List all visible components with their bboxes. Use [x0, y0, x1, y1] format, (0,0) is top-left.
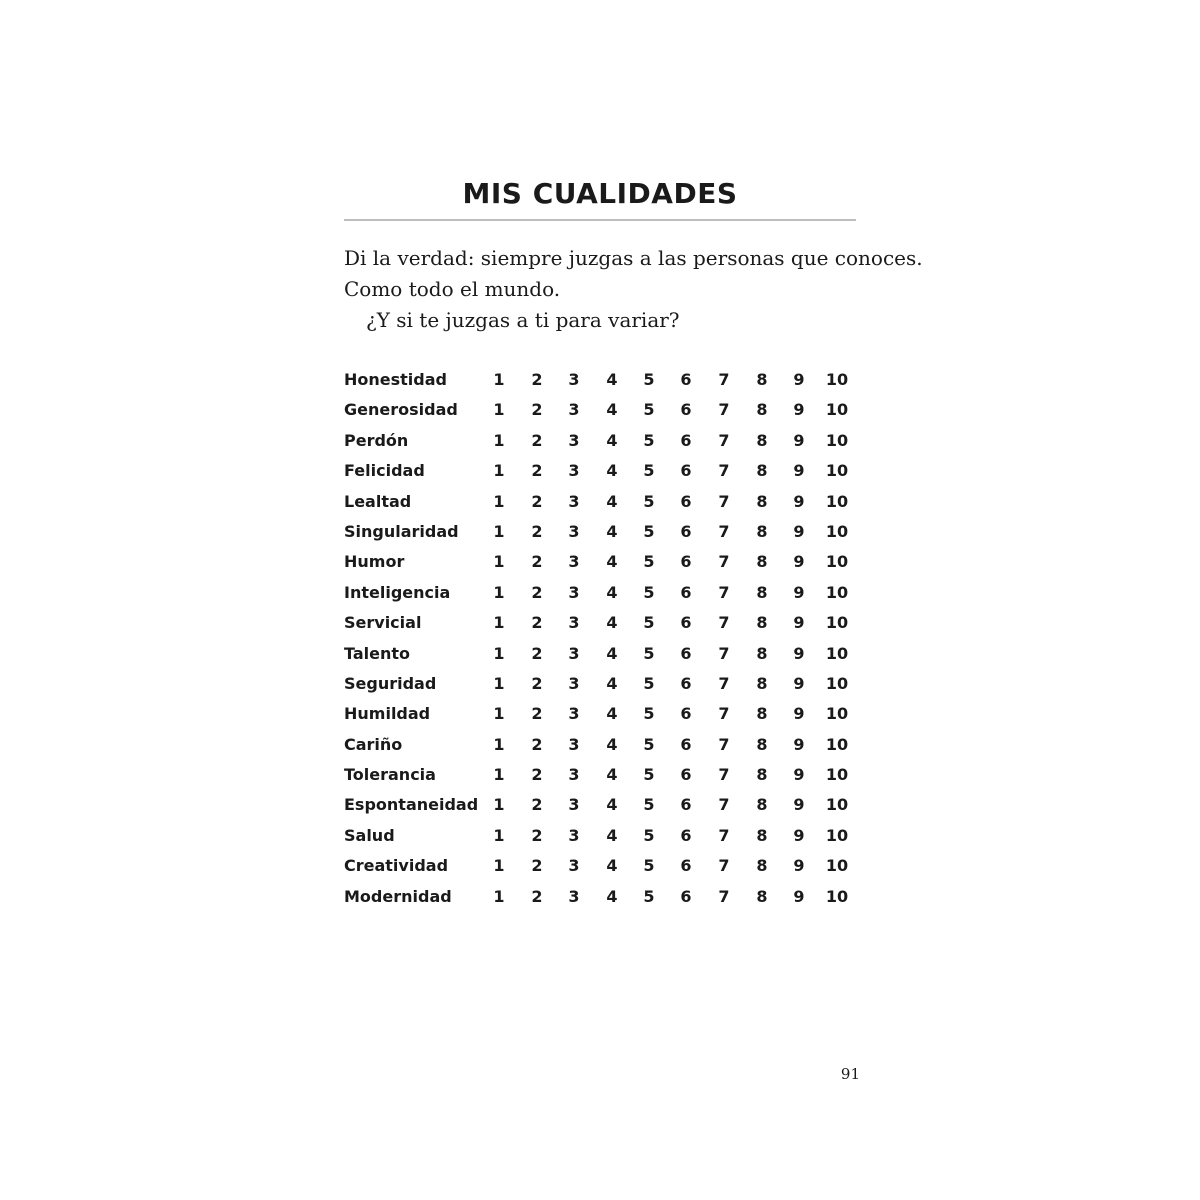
rating-option-4[interactable]: 4 — [606, 734, 618, 754]
rating-option-10[interactable]: 10 — [825, 400, 849, 420]
rating-option-2[interactable]: 2 — [531, 613, 543, 633]
rating-option-5[interactable]: 5 — [643, 856, 655, 876]
rating-option-2[interactable]: 2 — [531, 461, 543, 481]
rating-option-2[interactable]: 2 — [531, 430, 543, 450]
rating-option-6[interactable]: 6 — [680, 430, 692, 450]
rating-option-1[interactable]: 1 — [493, 461, 505, 481]
rating-option-6[interactable]: 6 — [680, 734, 692, 754]
rating-option-7[interactable]: 7 — [718, 795, 730, 815]
rating-option-3[interactable]: 3 — [568, 430, 580, 450]
rating-option-1[interactable]: 1 — [493, 886, 505, 906]
rating-option-10[interactable]: 10 — [825, 430, 849, 450]
rating-option-5[interactable]: 5 — [643, 886, 655, 906]
quality-label: Honestidad — [344, 370, 447, 389]
quality-label: Humor — [344, 552, 405, 572]
rating-option-4[interactable]: 4 — [606, 613, 618, 633]
rating-option-10[interactable]: 10 — [825, 765, 849, 785]
rating-option-9[interactable]: 9 — [793, 582, 805, 602]
quality-row — [344, 608, 864, 638]
rating-option-4[interactable]: 4 — [606, 886, 618, 906]
quality-row — [344, 487, 864, 517]
title-divider — [344, 219, 856, 221]
rating-option-7[interactable]: 7 — [718, 582, 730, 602]
rating-option-3[interactable]: 3 — [568, 491, 580, 511]
rating-option-7[interactable]: 7 — [718, 856, 730, 876]
rating-option-2[interactable]: 2 — [531, 886, 543, 906]
quality-label: Cariño — [344, 734, 403, 754]
rating-option-9[interactable]: 9 — [793, 430, 805, 450]
rating-option-8[interactable]: 8 — [756, 613, 768, 633]
rating-option-9[interactable]: 9 — [793, 400, 805, 420]
intro-line-3: ¿Y si te juzgas a ti para variar? — [366, 308, 680, 332]
rating-option-4[interactable]: 4 — [606, 491, 618, 511]
quality-label: Espontaneidad — [344, 795, 479, 815]
rating-option-7[interactable]: 7 — [718, 521, 730, 541]
rating-option-9[interactable]: 9 — [793, 795, 805, 815]
quality-label: Inteligencia — [344, 582, 451, 602]
quality-row — [344, 426, 864, 456]
quality-label: Humildad — [344, 704, 431, 724]
quality-row — [344, 547, 864, 577]
rating-option-7[interactable]: 7 — [718, 430, 730, 450]
rating-option-4[interactable]: 4 — [606, 461, 618, 481]
rating-option-1[interactable]: 1 — [493, 825, 505, 845]
rating-option-10[interactable]: 10 — [825, 673, 849, 693]
quality-row — [344, 882, 864, 912]
rating-option-10[interactable]: 10 — [825, 795, 849, 815]
page-title: MIS CUALIDADES — [462, 177, 738, 210]
rating-option-5[interactable]: 5 — [643, 430, 655, 450]
rating-option-9[interactable]: 9 — [793, 491, 805, 511]
rating-option-2[interactable]: 2 — [531, 552, 543, 572]
rating-option-10[interactable]: 10 — [825, 613, 849, 633]
rating-option-10[interactable]: 10 — [825, 825, 849, 845]
rating-option-7[interactable]: 7 — [718, 370, 730, 389]
rating-option-5[interactable]: 5 — [643, 521, 655, 541]
rating-option-8[interactable]: 8 — [756, 673, 768, 693]
rating-option-1[interactable]: 1 — [493, 613, 505, 633]
rating-option-9[interactable]: 9 — [793, 673, 805, 693]
rating-option-9[interactable]: 9 — [793, 643, 805, 663]
rating-option-3[interactable]: 3 — [568, 461, 580, 481]
rating-option-3[interactable]: 3 — [568, 795, 580, 815]
rating-option-4[interactable]: 4 — [606, 825, 618, 845]
quality-label: Generosidad — [344, 400, 458, 420]
rating-option-6[interactable]: 6 — [680, 643, 692, 663]
rating-option-5[interactable]: 5 — [643, 795, 655, 815]
rating-option-2[interactable]: 2 — [531, 491, 543, 511]
rating-option-3[interactable]: 3 — [568, 734, 580, 754]
quality-label: Creatividad — [344, 856, 449, 876]
rating-option-4[interactable]: 4 — [606, 430, 618, 450]
rating-option-8[interactable]: 8 — [756, 734, 768, 754]
rating-option-3[interactable]: 3 — [568, 825, 580, 845]
quality-row — [344, 851, 864, 881]
rating-option-10[interactable]: 10 — [825, 734, 849, 754]
quality-label: Singularidad — [344, 521, 459, 541]
quality-label: Seguridad — [344, 673, 437, 693]
rating-option-3[interactable]: 3 — [568, 765, 580, 785]
quality-label: Perdón — [344, 430, 409, 450]
rating-option-2[interactable]: 2 — [531, 795, 543, 815]
quality-row — [344, 365, 864, 395]
rating-option-8[interactable]: 8 — [756, 582, 768, 602]
rating-option-10[interactable]: 10 — [825, 856, 849, 876]
rating-option-7[interactable]: 7 — [718, 552, 730, 572]
rating-option-7[interactable]: 7 — [718, 704, 730, 724]
rating-option-4[interactable]: 4 — [606, 704, 618, 724]
rating-option-6[interactable]: 6 — [680, 765, 692, 785]
rating-option-5[interactable]: 5 — [643, 613, 655, 633]
rating-option-1[interactable]: 1 — [493, 491, 505, 511]
rating-option-1[interactable]: 1 — [493, 552, 505, 572]
rating-option-1[interactable]: 1 — [493, 430, 505, 450]
rating-option-7[interactable]: 7 — [718, 613, 730, 633]
rating-option-5[interactable]: 5 — [643, 461, 655, 481]
rating-option-5[interactable]: 5 — [643, 552, 655, 572]
rating-option-1[interactable]: 1 — [493, 400, 505, 420]
rating-option-8[interactable]: 8 — [756, 765, 768, 785]
rating-option-4[interactable]: 4 — [606, 856, 618, 876]
rating-option-8[interactable]: 8 — [756, 552, 768, 572]
rating-option-8[interactable]: 8 — [756, 825, 768, 845]
quality-row — [344, 669, 864, 699]
rating-option-2[interactable]: 2 — [531, 643, 543, 663]
rating-option-7[interactable]: 7 — [718, 673, 730, 693]
rating-option-9[interactable]: 9 — [793, 613, 805, 633]
quality-label: Felicidad — [344, 461, 425, 481]
rating-option-10[interactable]: 10 — [825, 643, 849, 663]
rating-option-5[interactable]: 5 — [643, 370, 655, 389]
rating-option-4[interactable]: 4 — [606, 552, 618, 572]
rating-option-6[interactable]: 6 — [680, 582, 692, 602]
rating-option-2[interactable]: 2 — [531, 856, 543, 876]
rating-option-6[interactable]: 6 — [680, 521, 692, 541]
rating-option-10[interactable]: 10 — [825, 552, 849, 572]
quality-row — [344, 517, 864, 547]
rating-option-9[interactable]: 9 — [793, 552, 805, 572]
quality-row — [344, 578, 864, 608]
rating-option-1[interactable]: 1 — [493, 582, 505, 602]
rating-option-9[interactable]: 9 — [793, 825, 805, 845]
rating-option-10[interactable]: 10 — [825, 582, 849, 602]
rating-option-6[interactable]: 6 — [680, 491, 692, 511]
rating-option-8[interactable]: 8 — [756, 491, 768, 511]
rating-option-8[interactable]: 8 — [756, 643, 768, 663]
quality-label: Lealtad — [344, 491, 412, 511]
rating-option-10[interactable]: 10 — [825, 521, 849, 541]
rating-option-5[interactable]: 5 — [643, 582, 655, 602]
quality-label: Salud — [344, 825, 395, 845]
rating-option-4[interactable]: 4 — [606, 673, 618, 693]
rating-option-9[interactable]: 9 — [793, 370, 805, 389]
quality-row — [344, 395, 864, 425]
rating-option-7[interactable]: 7 — [718, 825, 730, 845]
rating-option-3[interactable]: 3 — [568, 856, 580, 876]
rating-option-10[interactable]: 10 — [825, 704, 849, 724]
rating-option-5[interactable]: 5 — [643, 400, 655, 420]
rating-option-5[interactable]: 5 — [643, 825, 655, 845]
rating-option-3[interactable]: 3 — [568, 370, 580, 389]
rating-option-1[interactable]: 1 — [493, 673, 505, 693]
rating-option-7[interactable]: 7 — [718, 461, 730, 481]
quality-row — [344, 456, 864, 486]
rating-option-5[interactable]: 5 — [643, 765, 655, 785]
quality-row — [344, 821, 864, 851]
quality-label: Tolerancia — [344, 765, 436, 785]
rating-option-3[interactable]: 3 — [568, 400, 580, 420]
rating-option-2[interactable]: 2 — [531, 704, 543, 724]
rating-option-5[interactable]: 5 — [643, 704, 655, 724]
rating-option-4[interactable]: 4 — [606, 400, 618, 420]
rating-option-3[interactable]: 3 — [568, 673, 580, 693]
rating-option-6[interactable]: 6 — [680, 400, 692, 420]
rating-option-1[interactable]: 1 — [493, 734, 505, 754]
rating-option-8[interactable]: 8 — [756, 400, 768, 420]
rating-option-2[interactable]: 2 — [531, 734, 543, 754]
rating-option-2[interactable]: 2 — [531, 370, 543, 389]
rating-option-2[interactable]: 2 — [531, 673, 543, 693]
quality-label: Modernidad — [344, 886, 452, 906]
rating-option-9[interactable]: 9 — [793, 461, 805, 481]
rating-option-4[interactable]: 4 — [606, 582, 618, 602]
rating-option-4[interactable]: 4 — [606, 370, 618, 389]
rating-option-8[interactable]: 8 — [756, 704, 768, 724]
quality-row — [344, 760, 864, 790]
rating-option-6[interactable]: 6 — [680, 795, 692, 815]
intro-line-1: Di la verdad: siempre juzgas a las personas que conoces. — [344, 246, 923, 270]
rating-option-1[interactable]: 1 — [493, 795, 505, 815]
rating-option-3[interactable]: 3 — [568, 886, 580, 906]
rating-option-9[interactable]: 9 — [793, 704, 805, 724]
rating-option-9[interactable]: 9 — [793, 886, 805, 906]
intro-text — [344, 243, 923, 336]
rating-option-1[interactable]: 1 — [493, 521, 505, 541]
rating-option-4[interactable]: 4 — [606, 643, 618, 663]
rating-option-9[interactable]: 9 — [793, 521, 805, 541]
rating-option-6[interactable]: 6 — [680, 552, 692, 572]
rating-option-3[interactable]: 3 — [568, 704, 580, 724]
rating-option-6[interactable]: 6 — [680, 704, 692, 724]
intro-line-2: Como todo el mundo. — [344, 277, 561, 301]
quality-label: Servicial — [344, 613, 422, 633]
rating-option-7[interactable]: 7 — [718, 400, 730, 420]
rating-option-8[interactable]: 8 — [756, 856, 768, 876]
quality-label: Talento — [344, 643, 411, 663]
rating-option-5[interactable]: 5 — [643, 673, 655, 693]
rating-option-8[interactable]: 8 — [756, 886, 768, 906]
rating-option-1[interactable]: 1 — [493, 765, 505, 785]
rating-option-1[interactable]: 1 — [493, 704, 505, 724]
rating-option-6[interactable]: 6 — [680, 673, 692, 693]
rating-option-4[interactable]: 4 — [606, 765, 618, 785]
rating-option-8[interactable]: 8 — [756, 430, 768, 450]
rating-option-2[interactable]: 2 — [531, 521, 543, 541]
rating-option-10[interactable]: 10 — [825, 886, 849, 906]
rating-option-2[interactable]: 2 — [531, 400, 543, 420]
rating-option-10[interactable]: 10 — [825, 370, 849, 389]
rating-option-3[interactable]: 3 — [568, 521, 580, 541]
rating-option-10[interactable]: 10 — [825, 491, 849, 511]
rating-option-1[interactable]: 1 — [493, 643, 505, 663]
rating-option-7[interactable]: 7 — [718, 643, 730, 663]
rating-option-3[interactable]: 3 — [568, 552, 580, 572]
rating-option-4[interactable]: 4 — [606, 795, 618, 815]
rating-option-7[interactable]: 7 — [718, 491, 730, 511]
quality-row — [344, 730, 864, 760]
rating-option-5[interactable]: 5 — [643, 643, 655, 663]
rating-option-8[interactable]: 8 — [756, 795, 768, 815]
rating-option-8[interactable]: 8 — [756, 370, 768, 389]
rating-option-4[interactable]: 4 — [606, 521, 618, 541]
rating-option-1[interactable]: 1 — [493, 856, 505, 876]
rating-option-2[interactable]: 2 — [531, 582, 543, 602]
quality-row — [344, 699, 864, 729]
rating-option-10[interactable]: 10 — [825, 461, 849, 481]
rating-option-1[interactable]: 1 — [493, 370, 505, 389]
rating-option-2[interactable]: 2 — [531, 765, 543, 785]
rating-option-3[interactable]: 3 — [568, 613, 580, 633]
rating-option-7[interactable]: 7 — [718, 886, 730, 906]
quality-row — [344, 790, 864, 820]
rating-option-3[interactable]: 3 — [568, 643, 580, 663]
rating-option-9[interactable]: 9 — [793, 734, 805, 754]
rating-option-6[interactable]: 6 — [680, 461, 692, 481]
quality-row — [344, 639, 864, 669]
rating-option-8[interactable]: 8 — [756, 521, 768, 541]
rating-option-8[interactable]: 8 — [756, 461, 768, 481]
rating-option-5[interactable]: 5 — [643, 734, 655, 754]
rating-option-7[interactable]: 7 — [718, 765, 730, 785]
rating-option-9[interactable]: 9 — [793, 765, 805, 785]
rating-option-6[interactable]: 6 — [680, 856, 692, 876]
rating-option-9[interactable]: 9 — [793, 856, 805, 876]
rating-option-3[interactable]: 3 — [568, 582, 580, 602]
rating-option-7[interactable]: 7 — [718, 734, 730, 754]
rating-option-6[interactable]: 6 — [680, 370, 692, 389]
rating-option-5[interactable]: 5 — [643, 491, 655, 511]
rating-option-2[interactable]: 2 — [531, 825, 543, 845]
qualities-rating-table — [344, 365, 864, 912]
rating-option-6[interactable]: 6 — [680, 825, 692, 845]
page-number: 91 — [840, 1065, 860, 1083]
rating-option-6[interactable]: 6 — [680, 886, 692, 906]
rating-option-6[interactable]: 6 — [680, 613, 692, 633]
